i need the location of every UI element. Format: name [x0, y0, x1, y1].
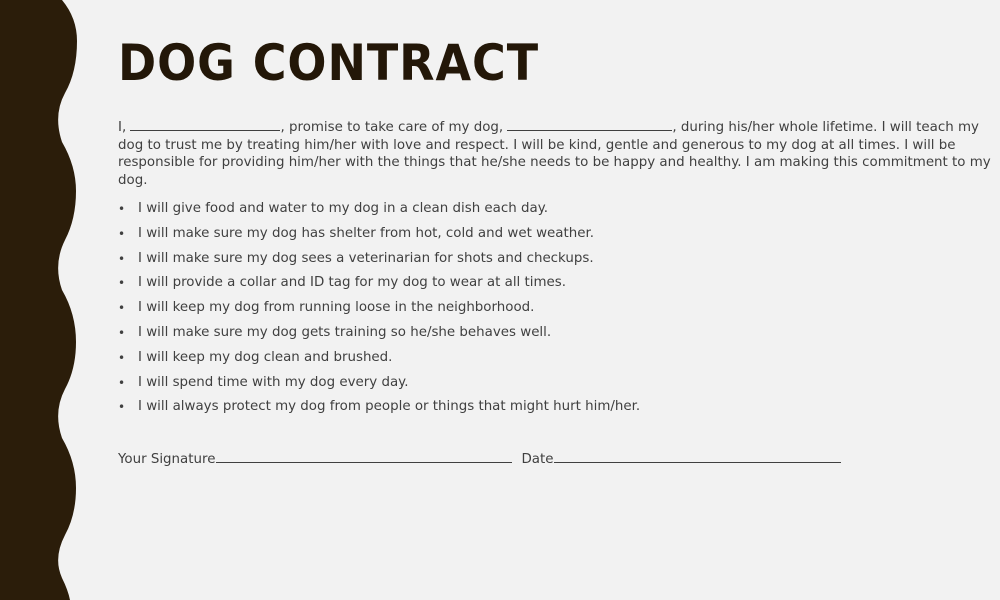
bullet-icon: •	[118, 375, 126, 390]
dog-name-blank[interactable]	[507, 118, 672, 131]
promise-text: I will keep my dog clean and brushed.	[138, 349, 393, 365]
intro-paragraph	[118, 118, 998, 189]
promise-text: I will make sure my dog gets training so he/she behaves well.	[138, 324, 552, 340]
signature-row	[118, 448, 841, 467]
list-item	[118, 273, 640, 298]
promise-text: I will spend time with my dog every day.	[138, 374, 409, 390]
bullet-icon: •	[118, 251, 126, 266]
promise-list	[118, 199, 640, 422]
date-label: Date	[521, 452, 554, 467]
list-item	[118, 397, 640, 422]
bullet-icon: •	[118, 226, 126, 241]
intro-text-part2: , promise to take care of my dog,	[280, 120, 508, 135]
signature-line[interactable]	[216, 448, 512, 463]
promise-text: I will always protect my dog from people or things that might hurt him/her.	[138, 399, 641, 415]
promise-text: I will give food and water to my dog in a clean dish each day.	[138, 201, 548, 216]
list-item	[118, 298, 640, 323]
list-item	[118, 348, 640, 373]
page-title: DOG CONTRACT	[118, 34, 540, 92]
list-item	[118, 224, 640, 249]
list-item	[118, 199, 640, 224]
bullet-icon: •	[118, 400, 126, 415]
intro-text-part3: , during his/her whole lifetime. I will teach my dog to trust me by treating him/her with love and respect. I will be kind, gentle and generous to my dog at all times. I will be responsible for providing him/her with the things that he/she needs to be happy and healthy. I am making this commitment to my dog.	[118, 120, 991, 188]
promise-text: I will make sure my dog sees a veterinarian for shots and checkups.	[138, 250, 594, 266]
bullet-icon: •	[118, 276, 126, 291]
list-item	[118, 373, 640, 398]
date-line[interactable]	[554, 448, 841, 463]
promise-text: I will make sure my dog has shelter from hot, cold and wet weather.	[138, 225, 594, 241]
decorative-wave-sidebar	[0, 0, 90, 600]
owner-name-blank[interactable]	[130, 118, 280, 131]
bullet-icon: •	[118, 301, 126, 316]
promise-text: I will provide a collar and ID tag for my dog to wear at all times.	[138, 275, 567, 291]
signature-label: Your Signature	[118, 452, 216, 467]
promise-text: I will keep my dog from running loose in the neighborhood.	[138, 300, 535, 316]
bullet-icon: •	[118, 325, 126, 340]
intro-text-part1: I,	[118, 120, 131, 135]
bullet-icon: •	[118, 202, 126, 216]
list-item	[118, 323, 640, 348]
bullet-icon: •	[118, 350, 126, 365]
list-item	[118, 249, 640, 274]
